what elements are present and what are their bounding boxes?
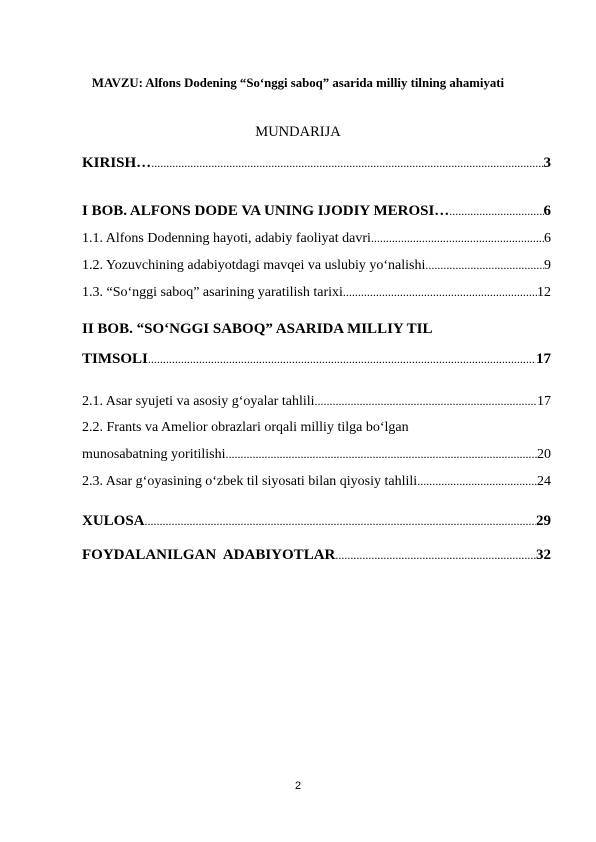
toc-entry-chapter-2 (82, 350, 551, 368)
dot-leader (425, 256, 544, 274)
toc-entry-label: KIRISH… (82, 155, 152, 171)
toc-entry-label: TIMSOLI (82, 351, 148, 367)
dot-leader (226, 445, 538, 463)
dot-leader (335, 546, 536, 564)
toc-entry-page: 12 (537, 285, 551, 300)
dot-leader (449, 202, 543, 220)
toc-entry-label: 2.2. Frants va Amelior obrazlari orqali milliy tilga bo‘lgan (82, 420, 409, 435)
toc-entry-label: 1.3. “So‘nggi saboq” asarining yaratilish tarixi (82, 285, 343, 300)
toc-entry-label: I BOB. ALFONS DODE VA UNING IJODIY MEROSI… (82, 203, 450, 219)
toc-entry-section-2-1 (82, 392, 551, 411)
toc-entry-page: 6 (543, 203, 551, 219)
toc-entry-references (82, 546, 551, 564)
toc-entry-page: 6 (544, 231, 551, 246)
dot-leader (145, 512, 536, 530)
toc-entry-page: 3 (543, 155, 551, 171)
toc-entry-page: 24 (537, 474, 551, 489)
dot-leader (148, 350, 536, 368)
dot-leader (371, 229, 544, 247)
toc-entry-label: 2.3. Asar g‘oyasining o‘zbek til siyosati bilan qiyosiy tahlili (82, 474, 418, 489)
dot-leader (417, 472, 537, 490)
page-number: 2 (294, 780, 302, 792)
toc-entry-label: 1.1. Alfons Dodenning hayoti, adabiy faoliyat davri (82, 231, 371, 246)
toc-entry-xulosa (82, 512, 551, 530)
toc-entry-label: XULOSA (82, 513, 145, 529)
dot-leader (315, 392, 537, 410)
toc-entry-chapter-1 (82, 202, 551, 220)
toc-entry-section-2-2-line-1 (82, 419, 551, 437)
toc-entry-page: 32 (536, 547, 551, 563)
toc-entry-section-1-1 (82, 229, 551, 248)
toc-title: MUNDARIJA (255, 124, 341, 140)
toc-entry-label: munosabatning yoritilishi (82, 447, 226, 462)
toc-entry-page: 9 (544, 258, 551, 273)
toc-entry-chapter-2-line-1 (82, 320, 551, 338)
dot-leader (343, 283, 537, 301)
toc-entry-section-2-3 (82, 472, 551, 491)
toc-entry-label: II BOB. “SO‘NGGI SABOQ” ASARIDA MILLIY TIL (82, 321, 433, 337)
toc-entry-page: 20 (537, 447, 551, 462)
toc-entry-section-1-3 (82, 283, 551, 302)
toc-entry-kirish (82, 154, 551, 172)
toc-entry-page: 29 (536, 513, 551, 529)
toc-entry-section-2-2 (82, 445, 551, 464)
toc-entry-label: 2.1. Asar syujeti va asosiy g‘oyalar tahlili (82, 394, 315, 409)
toc-entry-section-1-2 (82, 256, 551, 275)
topic-heading: MAVZU: Alfons Dodening “So‘nggi saboq” asarida milliy tilning ahamiyati (91, 76, 505, 90)
toc-entry-page: 17 (536, 351, 551, 367)
toc-entry-label: 1.2. Yozuvchining adabiyotdagi mavqei va uslubiy yo‘nalishi (82, 258, 426, 273)
toc-entry-page: 17 (537, 394, 551, 409)
dot-leader (151, 154, 543, 172)
toc-entry-label: FOYDALANILGAN ADABIYOTLAR (82, 547, 336, 563)
